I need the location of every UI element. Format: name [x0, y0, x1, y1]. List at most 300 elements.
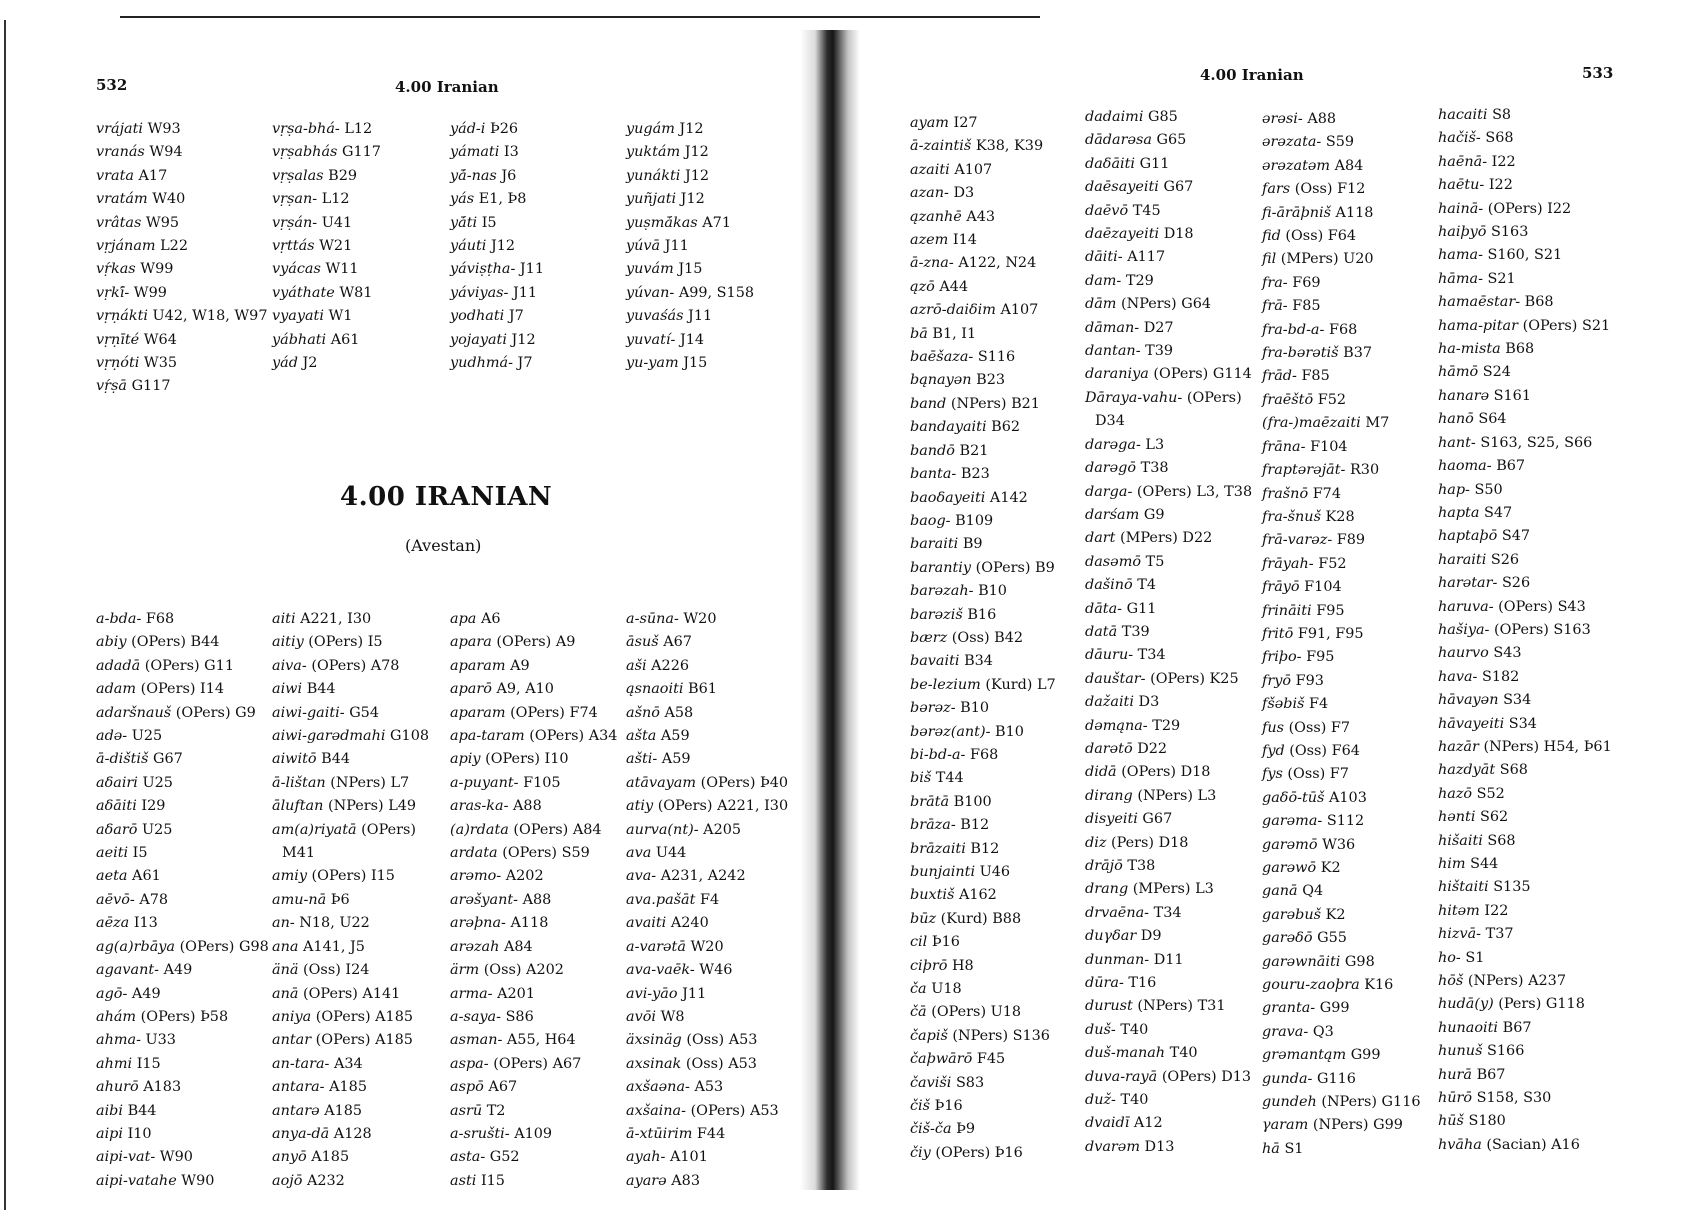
entry-reference: (Oss) A202: [483, 962, 564, 979]
entry-word: ava-vaēk-: [626, 962, 695, 979]
entry-word: yudhmá-: [450, 355, 513, 372]
index-entry: [626, 678, 788, 701]
entry-reference: A107: [954, 161, 993, 178]
entry-reference: S34: [1503, 692, 1532, 709]
entry-word: hudā(y): [1438, 996, 1494, 1013]
entry-word: asrū: [450, 1102, 483, 1119]
index-entry: [272, 702, 429, 725]
index-entry: [272, 1006, 429, 1029]
entry-word: hašiya-: [1438, 621, 1490, 638]
index-entry: [1262, 997, 1421, 1020]
index-entry: [450, 912, 617, 935]
entry-reference: (OPers) A53: [690, 1102, 779, 1119]
entry-word: vratám: [96, 191, 148, 208]
entry-reference: S44: [1470, 856, 1499, 872]
entry-word: čapiš: [910, 1027, 948, 1044]
entry-word: aiva-: [272, 657, 307, 674]
index-entry: [96, 912, 269, 935]
entry-reference: W46: [699, 962, 733, 979]
entry-reference: S21: [1487, 270, 1516, 287]
entry-word: hanarə: [1438, 387, 1490, 404]
index-entry: [1438, 502, 1612, 525]
entry-word: adam: [96, 681, 137, 698]
index-entry: [1438, 1134, 1612, 1157]
entry-word: amiy: [272, 868, 307, 885]
index-entry: [1438, 268, 1612, 291]
entry-reference: (OPers) Þ58: [140, 1008, 229, 1025]
entry-word: fars: [1262, 181, 1291, 198]
entry-reference: G11: [1126, 600, 1157, 617]
index-entry: [910, 252, 1056, 275]
index-entry: [1438, 104, 1612, 127]
left-page: [0, 0, 820, 1222]
index-entry: [1085, 949, 1252, 972]
index-entry: [910, 112, 1056, 135]
entry-word: vṛṇóti: [96, 355, 140, 372]
entry-reference: B67: [1476, 1066, 1506, 1083]
entry-word: hazār: [1438, 738, 1479, 755]
entry-word: apiy: [450, 751, 481, 768]
entry-reference: A107: [1000, 302, 1039, 319]
entry-reference: (MPers) D22: [1120, 530, 1213, 547]
index-entry: [450, 748, 617, 771]
index-entry: [626, 912, 788, 935]
entry-word: āluftan: [272, 798, 324, 815]
index-entry: [1438, 127, 1612, 150]
entry-word: gundeh: [1262, 1094, 1317, 1111]
index-entry: [1438, 642, 1612, 665]
index-entry: [1438, 151, 1612, 174]
index-entry: [1262, 459, 1421, 482]
entry-word: garəbuš: [1262, 906, 1322, 923]
entry-word: yā́ti: [450, 214, 478, 231]
index-entry: [1438, 1040, 1612, 1063]
index-entry: [450, 608, 617, 631]
entry-reference: G99: [1319, 1000, 1350, 1017]
index-entry: [626, 118, 754, 141]
entry-word: ayarə: [626, 1172, 667, 1189]
index-entry: [96, 1146, 269, 1169]
entry-reference: M41: [282, 845, 316, 862]
entry-reference: F52: [1318, 555, 1347, 572]
index-entry: [1085, 808, 1252, 831]
entry-reference: (Oss) F7: [1287, 766, 1349, 783]
index-entry: [910, 791, 1056, 814]
entry-word: duva-rayā: [1085, 1068, 1158, 1085]
index-entry: [450, 1006, 617, 1029]
index-entry: [910, 1048, 1056, 1071]
entry-reference: D27: [1143, 319, 1174, 336]
entry-reference: A49: [163, 962, 193, 979]
entry-word: bunjainti: [910, 864, 976, 880]
index-entry: [96, 748, 269, 771]
index-entry: [1262, 576, 1421, 599]
index-entry: [272, 889, 429, 912]
entry-reference: A101: [670, 1149, 708, 1166]
entry-word: ča: [910, 981, 927, 998]
entry-word: hačiš-: [1438, 130, 1481, 147]
entry-word: haoma-: [1438, 458, 1492, 475]
index-entry: [626, 631, 788, 654]
entry-word: aiti: [272, 611, 296, 627]
index-entry: [96, 959, 269, 982]
entry-word: būz: [910, 910, 937, 927]
index-entry: [910, 159, 1056, 182]
index-entry: [1438, 1064, 1612, 1087]
index-entry: [626, 352, 754, 375]
entry-reference: S26: [1490, 551, 1520, 568]
index-entry: [450, 1123, 617, 1146]
entry-reference: T40: [1169, 1045, 1198, 1062]
entry-word: hūrō: [1438, 1090, 1473, 1107]
entry-word: ərəzata-: [1262, 134, 1322, 151]
entry-word: hitəm: [1438, 902, 1480, 919]
entry-word: yád: [272, 355, 298, 372]
index-entry: [96, 1029, 269, 1052]
index-entry: [450, 118, 544, 141]
entry-word: hāma-: [1438, 270, 1483, 287]
entry-reference: W40: [152, 191, 186, 208]
entry-reference: (NPers) B21: [950, 395, 1040, 412]
entry-word: yuktám: [626, 144, 681, 161]
entry-reference: (Pers) G118: [1498, 996, 1585, 1013]
index-entry: [1085, 738, 1252, 761]
page-number: 533: [1582, 64, 1614, 82]
entry-word: vrata: [96, 167, 134, 184]
entry-reference: A205: [703, 821, 742, 838]
entry-word: darśam: [1085, 506, 1140, 523]
index-entry: [1262, 1091, 1421, 1114]
index-entry: [1262, 623, 1421, 646]
entry-word: ava-: [626, 868, 657, 885]
index-entry: [450, 889, 617, 912]
index-entry: [96, 352, 268, 375]
entry-reference: A202: [505, 868, 544, 885]
entry-word: barantiy: [910, 559, 972, 576]
index-entry: [1085, 200, 1252, 223]
entry-reference: S135: [1493, 879, 1531, 896]
entry-word: ąsnaoiti: [626, 681, 684, 698]
index-entry: [1262, 974, 1421, 997]
entry-reference: D9: [1140, 928, 1162, 945]
index-entry: [1262, 787, 1421, 810]
entry-reference: (Kurd) B88: [940, 910, 1022, 927]
index-entry: [626, 772, 788, 795]
entry-word: vṛṣalas: [272, 167, 324, 184]
index-entry: [96, 329, 268, 352]
entry-word: an-: [272, 915, 295, 932]
entry-word: frināiti: [1262, 602, 1312, 619]
entry-word: vṛṇīté: [96, 331, 140, 348]
entry-reference: B23: [976, 372, 1006, 389]
entry-reference: T39: [1145, 343, 1174, 360]
index-entry: [450, 678, 617, 701]
entry-word: antar: [272, 1032, 312, 1049]
entry-reference: A232: [306, 1172, 345, 1189]
entry-word: friþo-: [1262, 649, 1302, 666]
entry-reference: I5: [481, 214, 497, 231]
entry-word: frāyah-: [1262, 555, 1314, 572]
entry-reference: (NPers) L49: [328, 798, 417, 815]
entry-reference: (MPers) U20: [1280, 251, 1374, 268]
entry-reference: (OPers) Þ40: [700, 774, 789, 791]
entry-reference: (Pers) D18: [1110, 834, 1189, 851]
index-entry: [1262, 506, 1421, 529]
entry-reference: (Oss) F12: [1294, 181, 1366, 198]
entry-reference: S47: [1484, 504, 1513, 521]
index-entry: [272, 282, 381, 305]
entry-word: axšaina-: [626, 1102, 686, 1119]
entry-reference: S26: [1501, 575, 1531, 592]
index-entry: [96, 842, 269, 865]
index-entry: [1438, 806, 1612, 829]
index-entry: [1085, 925, 1252, 948]
entry-reference: B61: [688, 681, 717, 698]
index-entry: [96, 118, 268, 141]
entry-word: agavant-: [96, 962, 159, 979]
entry-word: hap-: [1438, 481, 1470, 498]
entry-word: axsinak: [626, 1055, 682, 1072]
index-entry: [1085, 129, 1252, 152]
entry-word: hūš: [1438, 1113, 1464, 1130]
entry-word: frā-: [1262, 298, 1288, 315]
index-entry: [626, 188, 754, 211]
entry-word: arəšyant-: [450, 891, 518, 908]
entry-reference: A12: [1133, 1115, 1163, 1132]
entry-reference: (OPers) B44: [131, 634, 220, 651]
index-entry: [910, 978, 1056, 1001]
entry-reference: W8: [660, 1008, 685, 1025]
entry-reference: H8: [952, 957, 974, 974]
index-entry: [1262, 880, 1421, 903]
index-entry: [626, 608, 788, 631]
index-entry: [96, 141, 268, 164]
index-entry: [1085, 855, 1252, 878]
entry-reference: I22: [1484, 902, 1509, 919]
entry-reference: B10: [995, 723, 1024, 740]
entry-word: axšaəna-: [626, 1079, 690, 1096]
entry-word: Dāraya-vahu-: [1085, 389, 1183, 406]
entry-word: brātā: [910, 793, 950, 810]
index-entry: [96, 1100, 269, 1123]
entry-reference: I15: [136, 1055, 161, 1072]
index-entry: [910, 884, 1056, 907]
entry-word: ärm: [450, 962, 480, 979]
entry-reference: B12: [970, 840, 1000, 857]
entry-word: barəzah-: [910, 583, 974, 600]
index-entry: [1438, 198, 1612, 221]
index-entry: [1262, 342, 1421, 365]
index-entry: [96, 1006, 269, 1029]
entry-word: dvarəm: [1085, 1138, 1140, 1155]
entry-reference: I14: [952, 232, 977, 249]
entry-word: fid: [1262, 228, 1281, 245]
entry-reference: A17: [138, 167, 168, 184]
entry-word: baraiti: [910, 536, 959, 553]
entry-reference: U42, W18, W97: [152, 308, 268, 325]
right-page: [870, 0, 1682, 1222]
entry-word: aspō: [450, 1079, 484, 1096]
index-entry: [96, 1170, 269, 1193]
entry-reference: (Oss) I24: [303, 962, 370, 979]
entry-word: darəga-: [1085, 436, 1141, 453]
index-entry: [450, 282, 544, 305]
entry-reference: W99: [140, 261, 174, 278]
entry-word: vyácas: [272, 261, 321, 278]
entry-reference: B9: [962, 536, 983, 553]
index-entry: [910, 1001, 1056, 1024]
index-entry: [96, 1053, 269, 1076]
entry-word: dāta-: [1085, 600, 1123, 617]
entry-word: vṛjánam: [96, 238, 156, 255]
entry-reference: Þ26: [489, 121, 519, 137]
entry-word: hōš: [1438, 973, 1464, 990]
index-entry: [910, 323, 1056, 346]
index-entry: [450, 983, 617, 1006]
index-entry: [1085, 153, 1252, 176]
entry-reference: Þ6: [330, 891, 350, 908]
entry-word: vṛṣa-bhá-: [272, 121, 340, 137]
entry-word: fra-šnuš: [1262, 508, 1321, 525]
entry-reference: G67: [153, 751, 183, 768]
entry-reference: T40: [1120, 1021, 1149, 1038]
entry-reference: A44: [939, 278, 969, 295]
index-entry: [272, 1146, 429, 1169]
entry-reference: A55, H64: [506, 1032, 576, 1049]
entry-word: änä: [272, 962, 299, 979]
entry-word: garəδō: [1262, 930, 1313, 947]
index-entry: [96, 235, 268, 258]
index-entry: [1262, 1114, 1421, 1137]
index-entry: [1262, 225, 1421, 248]
entry-word: yáviyas-: [450, 284, 509, 301]
entry-word: hāmō: [1438, 364, 1479, 381]
index-entry: [1262, 857, 1421, 880]
index-entry: [910, 182, 1056, 205]
entry-reference: A118: [510, 915, 549, 932]
entry-word: čaviši: [910, 1074, 952, 1091]
entry-reference: A9, A10: [496, 681, 554, 698]
entry-reference: (NPers) G99: [1312, 1117, 1403, 1134]
entry-word: dam-: [1085, 272, 1122, 289]
index-entry: [96, 212, 268, 235]
entry-reference: (Oss) F7: [1288, 719, 1351, 736]
entry-reference: F44: [696, 1125, 726, 1142]
index-entry: [1085, 176, 1252, 199]
entry-reference: I27: [953, 115, 978, 131]
entry-word: yodhati: [450, 308, 505, 325]
entry-reference: I22: [1488, 177, 1513, 194]
entry-word: aojō: [272, 1172, 303, 1189]
entry-word: brāzaiti: [910, 840, 966, 857]
index-entry: [450, 1076, 617, 1099]
entry-word: vṛṇákti: [96, 308, 148, 325]
entry-word: ganā: [1262, 883, 1298, 900]
index-entry: [910, 510, 1056, 533]
index-entry: [626, 305, 754, 328]
entry-word: asman-: [450, 1032, 503, 1049]
entry-word: čiš-ča: [910, 1121, 952, 1138]
entry-reference: J12: [490, 238, 516, 255]
entry-word: ho-: [1438, 949, 1461, 966]
upper-column-2: [272, 118, 381, 375]
index-entry: [626, 655, 788, 678]
entry-word: yugám: [626, 121, 675, 137]
entry-reference: (NPers) H54, Þ61: [1483, 738, 1612, 755]
entry-word: durust: [1085, 998, 1133, 1015]
entry-word: azaiti: [910, 161, 950, 178]
index-entry: [96, 282, 268, 305]
index-entry: [1085, 434, 1252, 457]
index-entry: [910, 346, 1056, 369]
entry-word: hištaiti: [1438, 879, 1489, 896]
entry-reference: K2: [1320, 860, 1341, 876]
index-entry: [450, 842, 617, 865]
entry-reference: U44: [655, 845, 687, 862]
entry-word: hapta: [1438, 504, 1480, 521]
index-entry: [272, 795, 429, 818]
entry-word: yábhati: [272, 331, 327, 348]
index-entry: [626, 748, 788, 771]
index-entry: [450, 329, 544, 352]
entry-reference: I29: [141, 798, 166, 815]
index-entry: [272, 1123, 429, 1146]
entry-word: bā: [910, 325, 928, 342]
entry-word: čaþwārō: [910, 1051, 973, 1068]
entry-word: aδarō: [96, 821, 138, 838]
entry-reference: (OPers) D18: [1121, 764, 1211, 781]
entry-reference: (OPers) S163: [1494, 621, 1591, 638]
entry-reference: A117: [1127, 249, 1166, 266]
entry-word: duš-manah: [1085, 1045, 1166, 1062]
entry-reference: A183: [143, 1079, 182, 1096]
entry-word: hacaiti: [1438, 107, 1488, 123]
entry-word: fra-bərətiš: [1262, 345, 1339, 362]
index-entry: [1085, 878, 1252, 901]
entry-word: ag(a)rbāya: [96, 938, 175, 955]
entry-reference: G52: [489, 1149, 520, 1166]
index-entry: [1262, 763, 1421, 786]
index-entry: [272, 912, 429, 935]
index-entry: [96, 936, 269, 959]
entry-word: a-saya-: [450, 1008, 501, 1025]
entry-word: garəma-: [1262, 813, 1323, 830]
entry-word: aras-ka-: [450, 798, 509, 815]
entry-word: frād-: [1262, 368, 1297, 385]
entry-word: frašnō: [1262, 485, 1309, 502]
entry-word: bandō: [910, 442, 955, 459]
entry-word: arəmo-: [450, 868, 502, 885]
entry-word: asti: [450, 1172, 477, 1189]
index-entry: [272, 655, 429, 678]
entry-reference: A103: [1329, 789, 1367, 806]
entry-word: am(a)riyatā: [272, 821, 357, 838]
entry-word: drvaēna-: [1085, 904, 1150, 921]
index-entry: [450, 865, 617, 888]
entry-reference: W21: [319, 238, 353, 255]
entry-word: vranás: [96, 144, 145, 161]
index-entry: [626, 165, 754, 188]
entry-word: duž-: [1085, 1092, 1116, 1109]
entry-reference: F4: [699, 891, 720, 908]
index-entry: [450, 212, 544, 235]
entry-word: ərəzatəm: [1262, 157, 1331, 174]
index-entry: [96, 1123, 269, 1146]
entry-word: azan-: [910, 185, 949, 202]
index-entry: [1262, 810, 1421, 833]
index-entry: [1438, 900, 1612, 923]
index-entry: [1085, 387, 1252, 410]
